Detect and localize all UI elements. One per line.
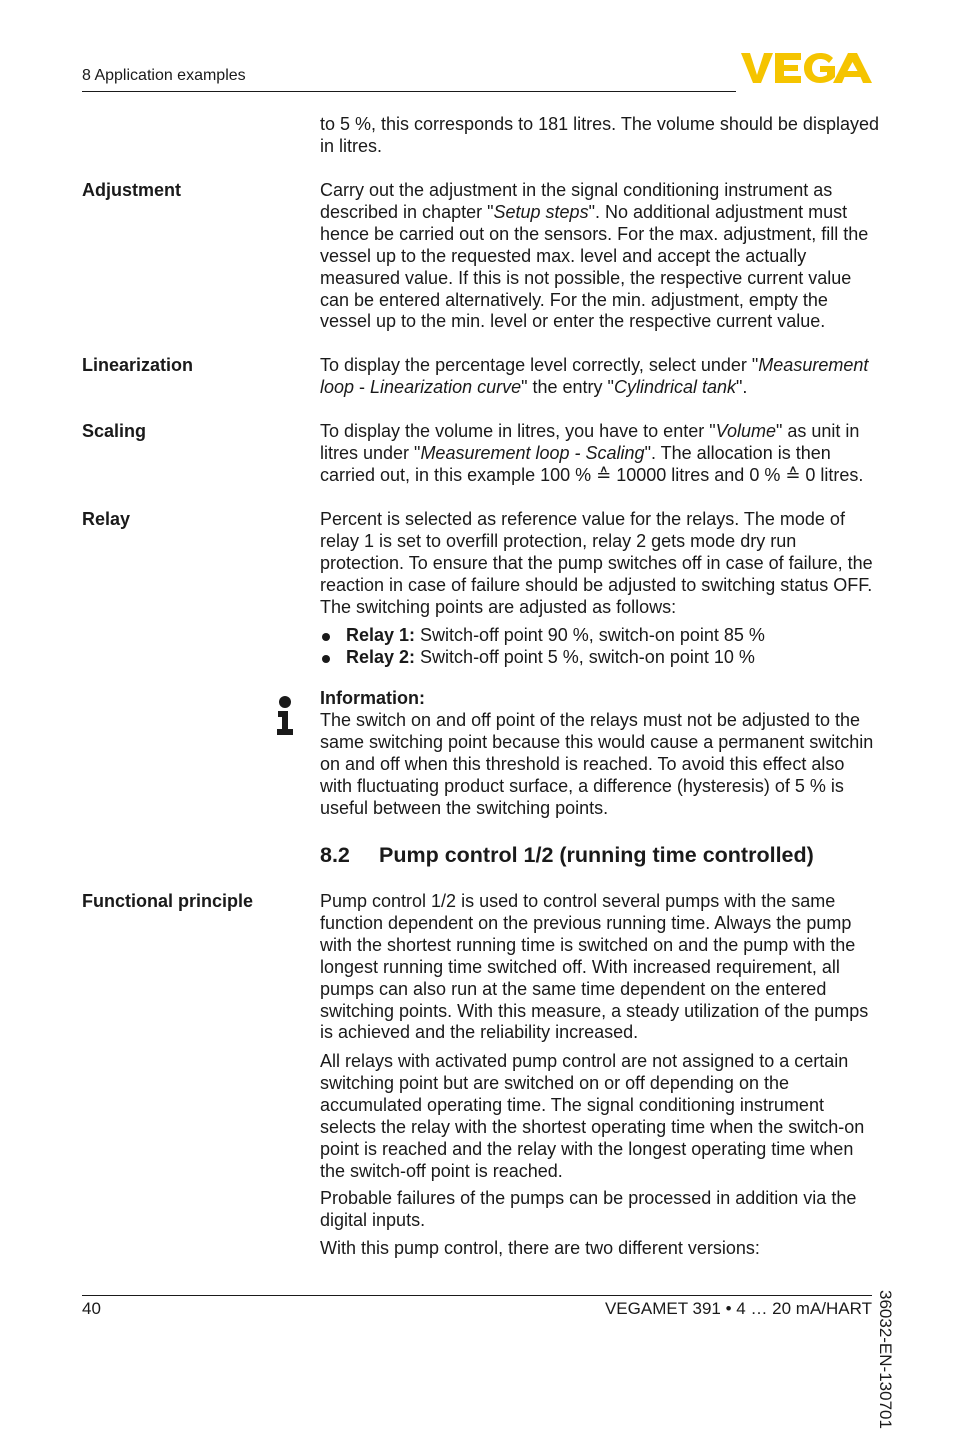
- intro-paragraph: to 5 %, this corresponds to 181 litres. The volume should be displayed in litres.: [320, 114, 879, 156]
- document-code: 36032-EN-130701: [876, 1290, 895, 1429]
- relay-paragraph: Percent is selected as reference value for the relays. The mode of relay 1 is set to overfill protection, relay 2 gets mode dry run protection. To ensure that the pump switches off in case of failure, the reaction in case of failure should be adjusted to switching status OFF. The switching points are adjusted as follows:: [320, 509, 873, 617]
- list-item: Relay 1: Switch-off point 90 %, switch-on point 85 %: [320, 625, 880, 647]
- functional-principle-p2: All relays with activated pump control are not assigned to a certain switching point but are switched on or off depending on the accumulated operating time. The signal conditioning instrument selects the relay with the shortest operating time when the switch-on point is reached and the relay with the longest operating time when the switch-off point is reached.: [320, 1051, 865, 1181]
- label-relay: Relay: [82, 509, 131, 529]
- section-title: Pump control 1/2 (running time controlled): [379, 843, 814, 867]
- functional-principle-p1: Pump control 1/2 is used to control several pumps with the same function dependent on the previous running time. Always the pump with the shortest running time is switched on and the pump with the longest running time switched off. With increased requirement, all pumps can also run at the same time dependent on the entered switching points. With this measure, a steady utilization of the pumps is achieved and the reliability increased.: [320, 891, 869, 1043]
- relay-bullet-list: [320, 625, 880, 669]
- information-text: The switch on and off point of the relays must not be adjusted to the same switching point because this would cause a permanent switchin on and off when this threshold is reached. To avoid this effect also with fluctuating product surface, a difference (hysteresis) of 5 % is useful between the switching points.: [320, 709, 874, 818]
- label-linearization: Linearization: [82, 355, 194, 375]
- scaling-paragraph: To display the volume in litres, you have to enter "Volume" as unit in litres under "Measurement loop - Scaling". The allocation is then carried out, in this example 100 % ≙ 10000 litres and 0 % ≙ 0 litres.: [320, 421, 864, 485]
- information-note: [320, 688, 880, 819]
- list-item: Relay 2: Switch-off point 5 %, switch-on point 10 %: [320, 647, 880, 669]
- information-title: Information:: [320, 688, 425, 708]
- bullet-icon: [322, 633, 330, 641]
- label-functional-principle: Functional principle: [82, 891, 254, 911]
- functional-principle-p3: Probable failures of the pumps can be processed in addition via the digital inputs.: [320, 1188, 857, 1230]
- section-number: 8.2: [320, 843, 350, 867]
- linearization-paragraph: To display the percentage level correctly, select under "Measurement loop - Linearization curve" the entry "Cylindrical tank".: [320, 355, 869, 397]
- footer-product: VEGAMET 391 • 4 … 20 mA/HART: [604, 1299, 872, 1318]
- vega-logo: [741, 51, 872, 85]
- label-scaling: Scaling: [82, 421, 147, 441]
- footer-rule: [82, 1295, 872, 1296]
- header-rule: [82, 91, 736, 92]
- label-adjustment: Adjustment: [82, 180, 181, 200]
- adjustment-paragraph: Carry out the adjustment in the signal conditioning instrument as described in chapter "Setup steps". No additional adjustment must hence be carried out on the sensors. For the max. adjustment, fill the vessel up to the requested max. level and accept the actually measured value. If this is not possible, the respective current value can be entered alternatively. For the min. adjustment, empty the vessel up to the min. level or enter the respective current value.: [320, 180, 869, 332]
- functional-principle-p4: With this pump control, there are two different versions:: [320, 1238, 760, 1258]
- section-heading: [320, 843, 814, 868]
- running-header: 8 Application examples: [82, 67, 246, 84]
- page-number: 40: [82, 1299, 101, 1318]
- info-icon: [275, 696, 295, 736]
- bullet-icon: [322, 655, 330, 663]
